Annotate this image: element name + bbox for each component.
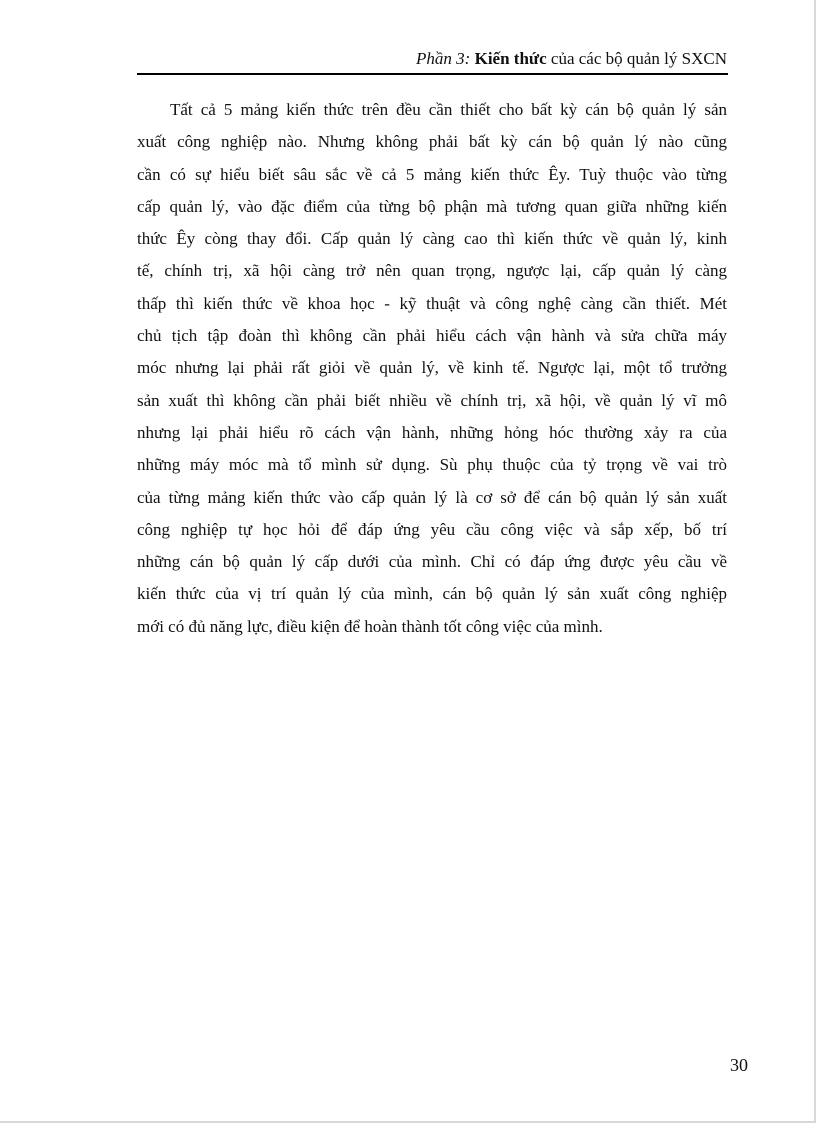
paragraph-line: những máy móc mà tổ mình sử dụng. Sù phụ thuộc của tỷ trọng về vai trò <box>137 455 727 475</box>
paragraph-line: thức Êy còng thay đổi. Cấp quản lý càng cao thì kiến thức về quản lý, kinh <box>137 229 727 249</box>
page-number: 30 <box>730 1055 748 1075</box>
paragraph-line: tế, chính trị, xã hội càng trở nên quan trọng, ngược lại, cấp quản lý càng <box>137 261 727 281</box>
paragraph-line: Tất cả 5 mảng kiến thức trên đều cần thiết cho bất kỳ cán bộ quản lý sản <box>170 100 727 119</box>
paragraph-line: kiến thức của vị trí quản lý của mình, cán bộ quản lý sản xuất công nghiệp <box>137 584 727 604</box>
body-paragraph <box>137 94 727 643</box>
header-title-rest: của các bộ quản lý SXCN <box>550 49 727 68</box>
header-part-label: Phần 3: <box>416 49 471 68</box>
paragraph-line: chủ tịch tập đoàn thì không cần phải hiểu cách vận hành và sửa chữa máy <box>137 326 727 346</box>
paragraph-line: của từng mảng kiến thức vào cấp quản lý là cơ sở để cán bộ quản lý sản xuất <box>137 487 727 507</box>
paragraph-line: sản xuất thì không cần phải biết nhiều về chính trị, xã hội, về quản lý vĩ mô <box>137 390 727 410</box>
paragraph-line: móc nhưng lại phải rất giỏi về quản lý, về kinh tế. Ngược lại, một tổ trưởng <box>137 358 727 378</box>
paragraph-line: cấp quản lý, vào đặc điểm của từng bộ phận mà tương quan giữa những kiến <box>137 196 727 216</box>
running-header <box>137 48 727 70</box>
paragraph-line: nhưng lại phải hiểu rõ cách vận hành, những hỏng hóc thường xảy ra của <box>137 422 727 442</box>
paragraph-line: mới có đủ năng lực, điều kiện để hoàn thành tốt công việc của mình. <box>137 616 603 636</box>
paragraph-line: thấp thì kiến thức về khoa học - kỹ thuật và công nghệ càng cần thiết. Mét <box>137 293 727 313</box>
header-divider <box>137 73 728 75</box>
paragraph-line: xuất công nghiệp nào. Nhưng không phải bất kỳ cán bộ quản lý nào cũng <box>137 132 727 152</box>
paragraph-line: cần có sự hiểu biết sâu sắc về cả 5 mảng kiến thức Êy. Tuỳ thuộc vào từng <box>137 164 727 184</box>
paragraph-line: những cán bộ quản lý cấp dưới của mình. Chỉ có đáp ứng được yêu cầu về <box>137 552 727 572</box>
header-title-bold: Kiến thức <box>474 49 547 68</box>
paragraph-line: công nghiệp tự học hỏi để đáp ứng yêu cầu công việc và sắp xếp, bố trí <box>137 519 727 539</box>
